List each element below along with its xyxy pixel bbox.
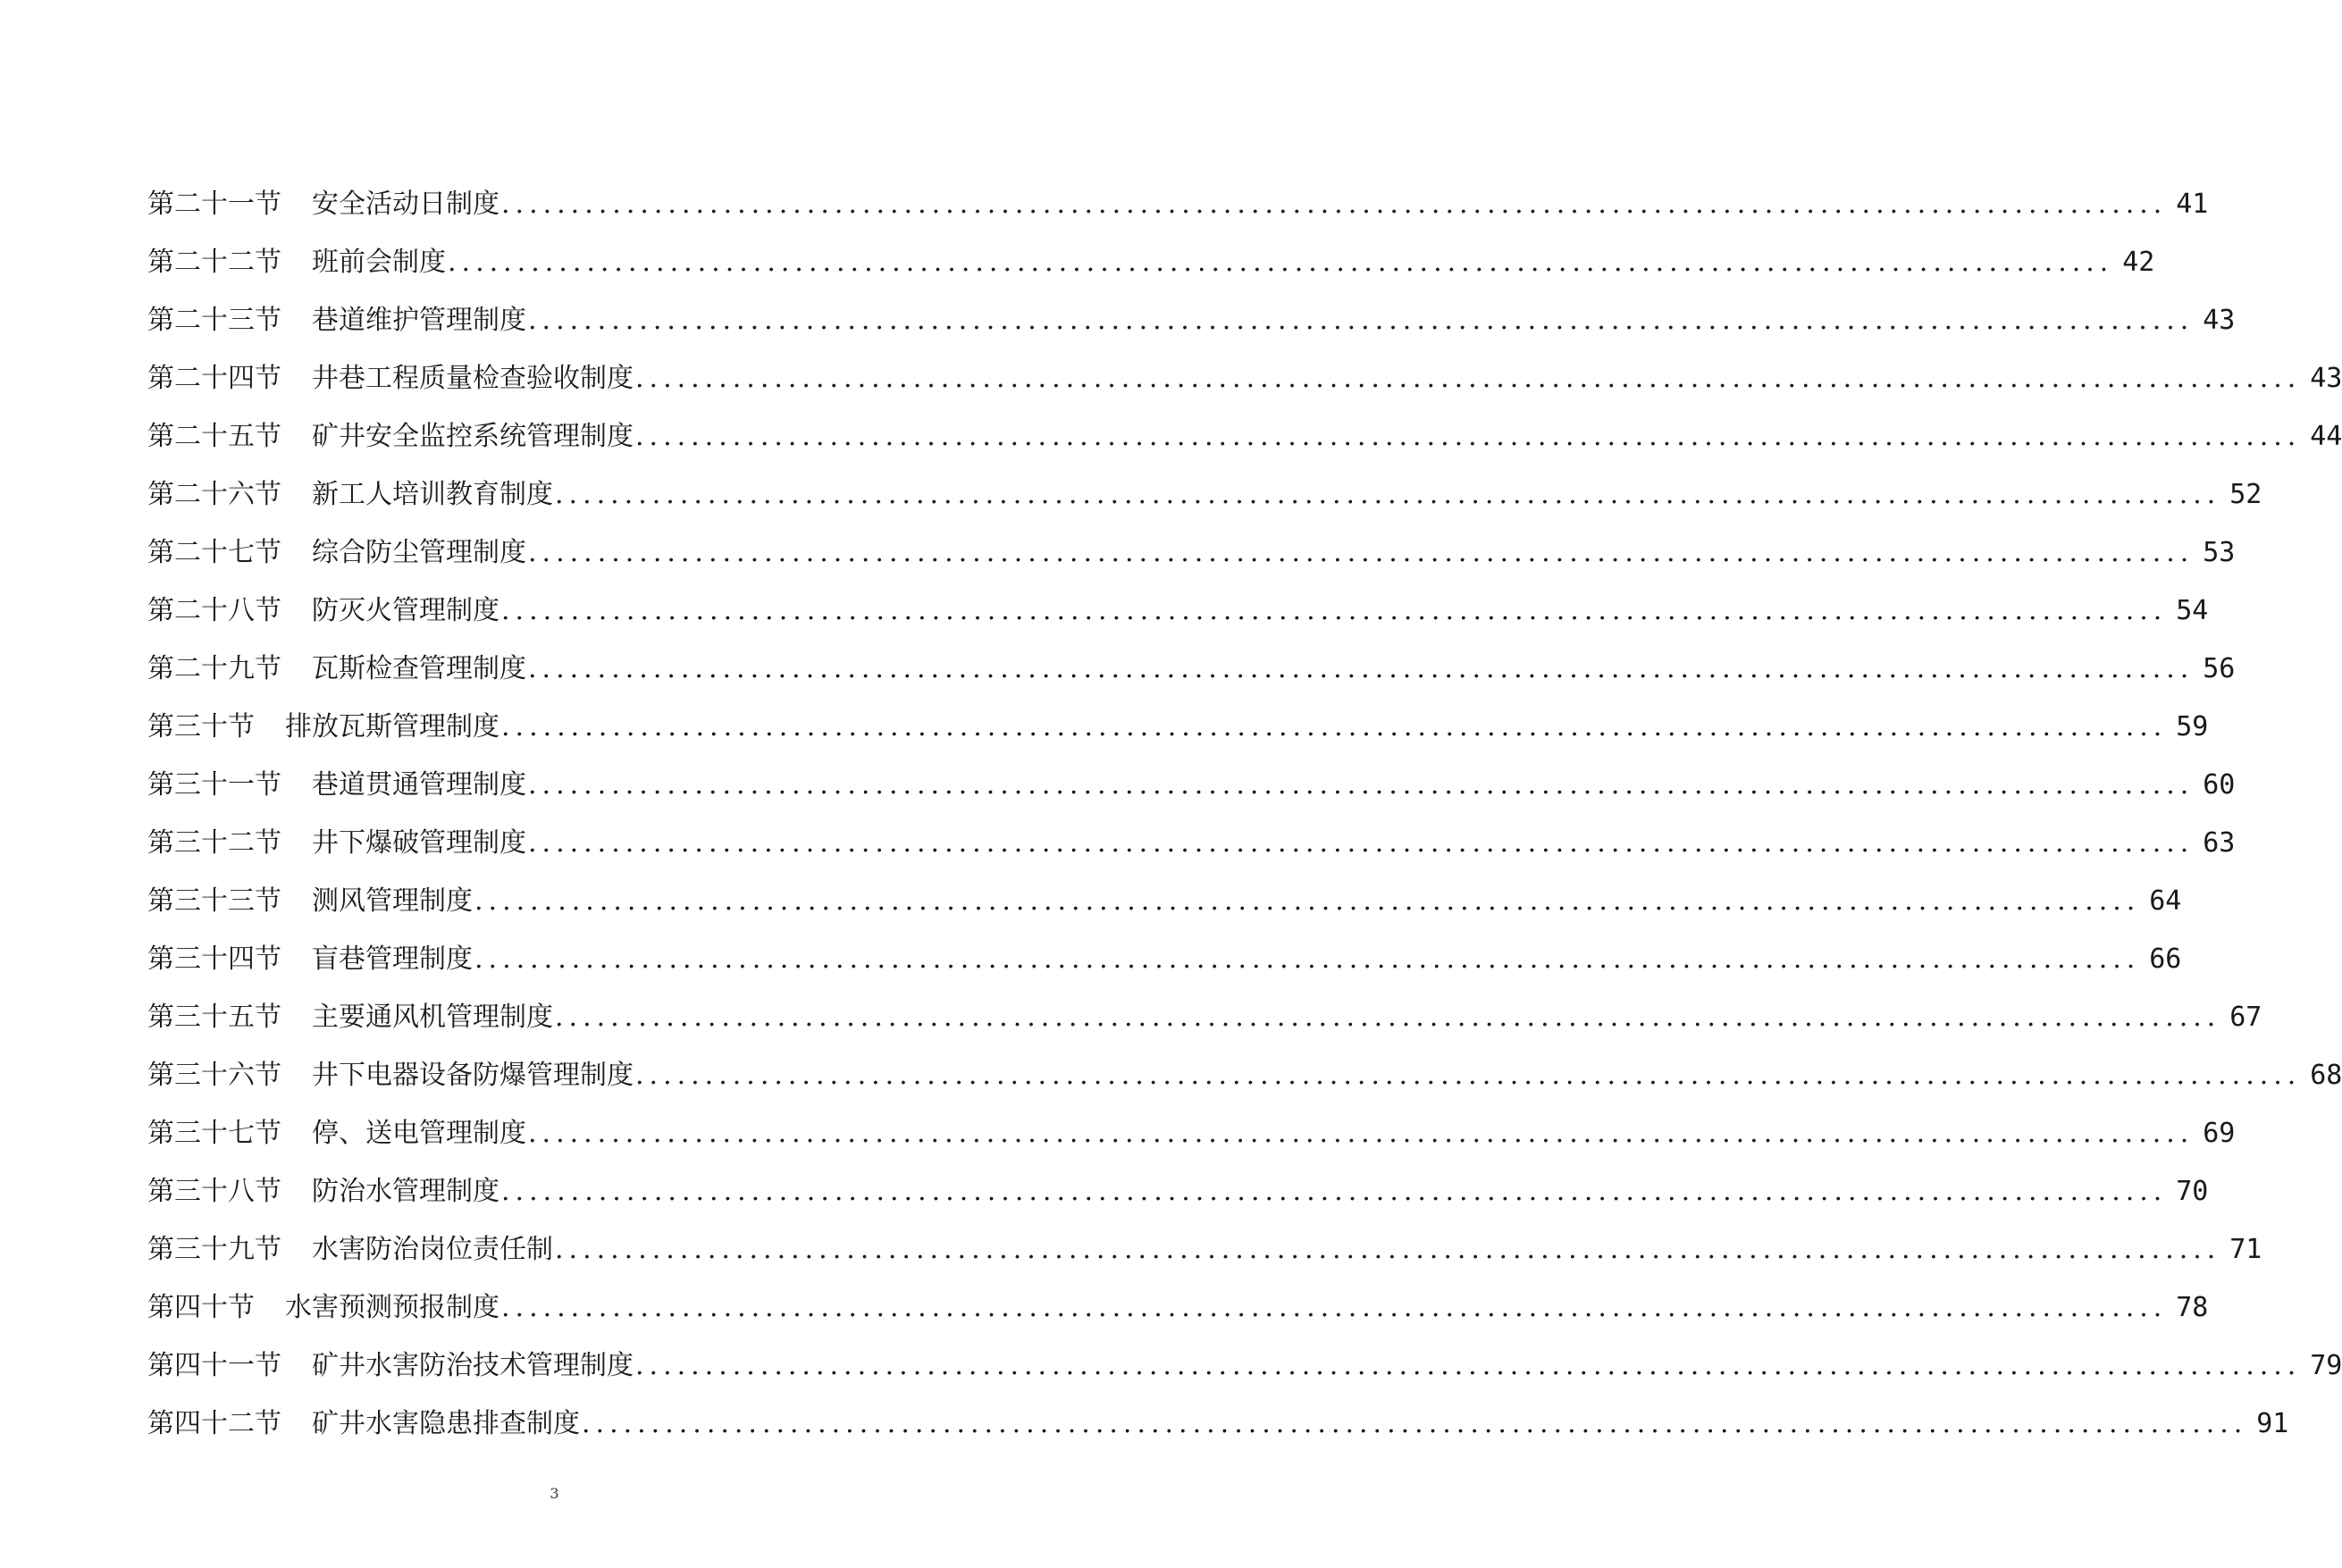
toc-leader-dots: ........................................................................................................................: [528, 1118, 2195, 1149]
toc-entry[interactable]: [147, 1162, 2209, 1220]
toc-entry[interactable]: [147, 407, 2342, 465]
toc-entry[interactable]: [147, 988, 2262, 1046]
toc-section-number: 第三十一节: [147, 769, 281, 801]
toc-leader-dots: ........................................................................................................................: [474, 943, 2141, 975]
toc-page-number: 71: [2229, 1234, 2262, 1265]
toc-entry[interactable]: [147, 349, 2342, 407]
toc-title: 新工人培训教育制度: [312, 479, 553, 510]
toc-section-number: 第四十二节: [147, 1408, 281, 1439]
toc-title: 水害防治岗位责任制: [312, 1234, 553, 1265]
toc-page-number: 91: [2256, 1408, 2289, 1439]
toc-section-number: 第二十六节: [147, 479, 281, 510]
toc-title: 停、送电管理制度: [312, 1118, 526, 1149]
toc-entry[interactable]: [147, 524, 2236, 582]
toc-section-number: 第四十节: [147, 1292, 255, 1323]
toc-section-number: 第三十八节: [147, 1176, 281, 1207]
toc-leader-dots: ........................................................................................................................: [501, 1176, 2168, 1207]
toc-title: 综合防尘管理制度: [312, 537, 526, 568]
toc-leader-dots: ........................................................................................................................: [635, 421, 2302, 452]
toc-page-number: 60: [2203, 769, 2236, 801]
toc-leader-dots: ........................................................................................................................: [528, 305, 2195, 336]
toc-title: 排放瓦斯管理制度: [285, 711, 499, 742]
toc-page-number: 79: [2310, 1350, 2342, 1381]
toc-section-number: 第三十五节: [147, 1002, 281, 1033]
toc-leader-dots: ........................................................................................................................: [635, 1350, 2302, 1381]
toc-page-number: 78: [2176, 1292, 2209, 1323]
toc-section-number: 第二十七节: [147, 537, 281, 568]
toc-title: 水害预测预报制度: [285, 1292, 499, 1323]
toc-entry[interactable]: [147, 1395, 2289, 1453]
toc-leader-dots: ........................................................................................................................: [528, 769, 2195, 801]
toc-page-number: 52: [2229, 479, 2262, 510]
toc-entry[interactable]: [147, 872, 2182, 930]
toc-page-number: 56: [2203, 653, 2236, 684]
footer-page-number: 3: [550, 1485, 559, 1502]
toc-title: 巷道维护管理制度: [312, 305, 526, 336]
toc-title: 井巷工程质量检查验收制度: [312, 363, 634, 394]
toc-entry[interactable]: [147, 814, 2236, 872]
toc-leader-dots: ........................................................................................................................: [528, 653, 2195, 684]
toc-section-number: 第二十三节: [147, 305, 281, 336]
toc-title: 主要通风机管理制度: [312, 1002, 553, 1033]
toc-section-number: 第三十二节: [147, 827, 281, 859]
toc-page-number: 68: [2310, 1060, 2342, 1091]
toc-page-number: 42: [2122, 247, 2155, 278]
toc-page-number: 53: [2203, 537, 2236, 568]
toc-entry[interactable]: [147, 175, 2209, 233]
toc-page-number: 43: [2203, 305, 2236, 336]
toc-page-number: 54: [2176, 595, 2209, 626]
toc-leader-dots: ........................................................................................................................: [555, 1234, 2221, 1265]
toc-section-number: 第三十节: [147, 711, 255, 742]
toc-title: 矿井水害隐患排查制度: [312, 1408, 580, 1439]
toc-page-number: 43: [2310, 363, 2342, 394]
toc-entry[interactable]: [147, 465, 2262, 524]
toc-page-number: 63: [2203, 827, 2236, 859]
toc-title: 瓦斯检查管理制度: [312, 653, 526, 684]
toc-page-number: 64: [2149, 885, 2182, 917]
toc-leader-dots: ........................................................................................................................: [555, 1002, 2221, 1033]
toc-entry[interactable]: [147, 1104, 2236, 1162]
toc-entry[interactable]: [147, 291, 2236, 349]
toc-leader-dots: ........................................................................................................................: [528, 537, 2195, 568]
toc-leader-dots: ........................................................................................................................: [474, 885, 2141, 917]
toc-section-number: 第二十五节: [147, 421, 281, 452]
toc-entry[interactable]: [147, 640, 2236, 698]
toc-leader-dots: ........................................................................................................................: [528, 827, 2195, 859]
toc-page-number: 59: [2176, 711, 2209, 742]
toc-title: 班前会制度: [312, 247, 446, 278]
toc-entry[interactable]: [147, 1046, 2342, 1104]
toc-section-number: 第三十三节: [147, 885, 281, 917]
toc-section-number: 第四十一节: [147, 1350, 281, 1381]
toc-leader-dots: ........................................................................................................................: [501, 1292, 2168, 1323]
toc-entry[interactable]: [147, 1337, 2342, 1395]
toc-leader-dots: ........................................................................................................................: [555, 479, 2221, 510]
toc-leader-dots: ........................................................................................................................: [501, 711, 2168, 742]
toc-section-number: 第三十六节: [147, 1060, 281, 1091]
toc-title: 安全活动日制度: [312, 189, 499, 220]
toc-page-number: 66: [2149, 943, 2182, 975]
toc-section-number: 第二十二节: [147, 247, 281, 278]
toc-leader-dots: ........................................................................................................................: [448, 247, 2114, 278]
toc-entry[interactable]: [147, 930, 2182, 988]
toc-entry[interactable]: [147, 582, 2209, 640]
toc-entry[interactable]: [147, 1279, 2209, 1337]
toc-section-number: 第三十四节: [147, 943, 281, 975]
toc-leader-dots: ........................................................................................................................: [501, 595, 2168, 626]
toc-title: 防灭火管理制度: [312, 595, 499, 626]
toc-page-number: 44: [2310, 421, 2342, 452]
toc-title: 井下电器设备防爆管理制度: [312, 1060, 634, 1091]
toc-leader-dots: ........................................................................................................................: [635, 363, 2302, 394]
toc-title: 矿井安全监控系统管理制度: [312, 421, 634, 452]
toc-section-number: 第二十九节: [147, 653, 281, 684]
toc-entry[interactable]: [147, 756, 2236, 814]
toc-section-number: 第二十四节: [147, 363, 281, 394]
toc-title: 防治水管理制度: [312, 1176, 499, 1207]
toc-page-number: 41: [2176, 189, 2209, 220]
toc-title: 矿井水害防治技术管理制度: [312, 1350, 634, 1381]
toc-page-number: 67: [2229, 1002, 2262, 1033]
toc-page-number: 70: [2176, 1176, 2209, 1207]
toc-section-number: 第三十九节: [147, 1234, 281, 1265]
toc-leader-dots: ........................................................................................................................: [501, 189, 2168, 220]
toc-leader-dots: ........................................................................................................................: [635, 1060, 2302, 1091]
toc-title: 测风管理制度: [312, 885, 473, 917]
toc-section-number: 第二十八节: [147, 595, 281, 626]
toc-leader-dots: ........................................................................................................................: [582, 1408, 2248, 1439]
toc-entry[interactable]: [147, 233, 2155, 291]
toc-entry[interactable]: [147, 698, 2209, 756]
toc-section-number: 第二十一节: [147, 189, 281, 220]
toc-entry[interactable]: [147, 1220, 2262, 1279]
table-of-contents: [147, 175, 2342, 1453]
toc-section-number: 第三十七节: [147, 1118, 281, 1149]
toc-page-number: 69: [2203, 1118, 2236, 1149]
toc-title: 井下爆破管理制度: [312, 827, 526, 859]
toc-title: 盲巷管理制度: [312, 943, 473, 975]
toc-title: 巷道贯通管理制度: [312, 769, 526, 801]
